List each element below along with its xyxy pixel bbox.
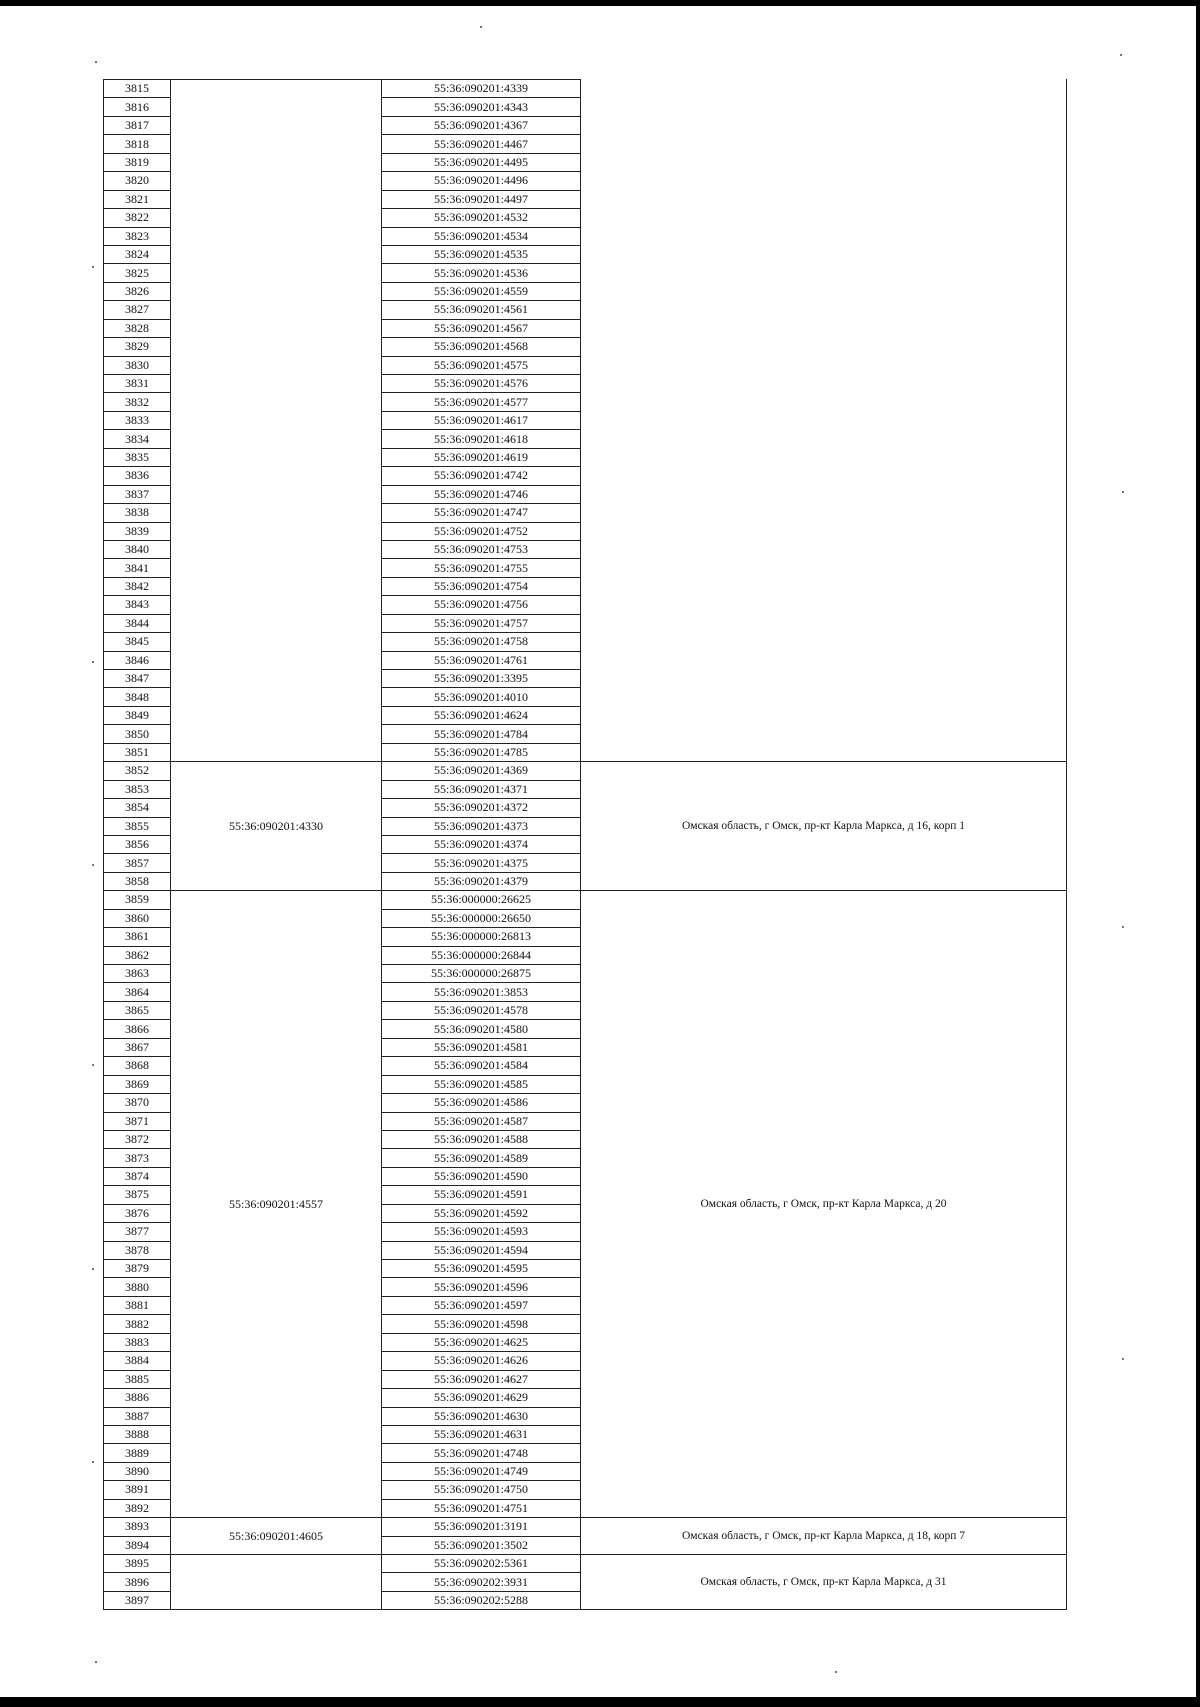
- cadastral-number-cell: 55:36:090201:4750: [382, 1481, 581, 1499]
- cadastral-number-cell: 55:36:090201:4371: [382, 780, 581, 798]
- address-cell: Омская область, г Омск, пр-кт Карла Маркса, д 16, корп 1: [581, 762, 1067, 891]
- cadastral-number-cell: 55:36:090201:4597: [382, 1296, 581, 1314]
- scan-speck: [1120, 54, 1122, 56]
- row-number-cell: 3853: [104, 780, 171, 798]
- cadastral-number-cell: 55:36:090201:4746: [382, 485, 581, 503]
- cadastral-number-cell: 55:36:090201:4375: [382, 854, 581, 872]
- row-number-cell: 3895: [104, 1555, 171, 1573]
- row-number-cell: 3893: [104, 1518, 171, 1536]
- scan-speck: [92, 864, 94, 866]
- address-cell: Омская область, г Омск, пр-кт Карла Маркса, д 20: [581, 891, 1067, 1518]
- cadastral-number-cell: 55:36:090201:4367: [382, 116, 581, 134]
- row-number-cell: 3827: [104, 301, 171, 319]
- row-number-cell: 3882: [104, 1315, 171, 1333]
- row-number-cell: 3818: [104, 135, 171, 153]
- row-number-cell: 3867: [104, 1038, 171, 1056]
- cadastral-number-cell: 55:36:000000:26650: [382, 909, 581, 927]
- row-number-cell: 3873: [104, 1149, 171, 1167]
- row-number-cell: 3819: [104, 153, 171, 171]
- cadastral-number-cell: 55:36:090201:4629: [382, 1389, 581, 1407]
- cadastral-number-cell: 55:36:090201:4630: [382, 1407, 581, 1425]
- row-number-cell: 3840: [104, 540, 171, 558]
- cadastral-number-cell: 55:36:000000:26813: [382, 928, 581, 946]
- scan-speck: [92, 1064, 94, 1066]
- row-number-cell: 3830: [104, 356, 171, 374]
- row-number-cell: 3836: [104, 467, 171, 485]
- cadastral-number-cell: 55:36:090201:4785: [382, 743, 581, 761]
- cadastral-number-cell: 55:36:090201:4496: [382, 172, 581, 190]
- table-row: [104, 762, 1067, 780]
- row-number-cell: 3896: [104, 1573, 171, 1591]
- cadastral-number-cell: 55:36:000000:26875: [382, 965, 581, 983]
- row-number-cell: 3866: [104, 1020, 171, 1038]
- cadastral-number-cell: 55:36:090201:4581: [382, 1038, 581, 1056]
- cadastral-number-cell: 55:36:090201:4586: [382, 1094, 581, 1112]
- cadastral-number-cell: 55:36:090201:4589: [382, 1149, 581, 1167]
- cadastral-number-cell: 55:36:090201:4761: [382, 651, 581, 669]
- row-number-cell: 3876: [104, 1204, 171, 1222]
- table-row: [104, 891, 1067, 909]
- cadastral-number-cell: 55:36:090201:4592: [382, 1204, 581, 1222]
- row-number-cell: 3883: [104, 1333, 171, 1351]
- row-number-cell: 3869: [104, 1075, 171, 1093]
- cadastral-number-cell: 55:36:090201:4749: [382, 1462, 581, 1480]
- cadastral-number-cell: 55:36:090201:4577: [382, 393, 581, 411]
- cadastral-number-cell: 55:36:090201:4567: [382, 319, 581, 337]
- cadastral-number-cell: 55:36:090201:4497: [382, 190, 581, 208]
- cadastral-number-cell: 55:36:090201:4372: [382, 799, 581, 817]
- row-number-cell: 3832: [104, 393, 171, 411]
- row-number-cell: 3894: [104, 1536, 171, 1554]
- cadastral-number-cell: 55:36:090201:4534: [382, 227, 581, 245]
- parent-cadastral-cell: 55:36:090201:4330: [171, 762, 382, 891]
- row-number-cell: 3859: [104, 891, 171, 909]
- cadastral-number-cell: 55:36:090201:4576: [382, 375, 581, 393]
- scan-speck: [92, 661, 94, 663]
- cadastral-number-cell: 55:36:090201:4559: [382, 282, 581, 300]
- cadastral-number-cell: 55:36:090201:4532: [382, 209, 581, 227]
- row-number-cell: 3884: [104, 1352, 171, 1370]
- cadastral-number-cell: 55:36:090201:4343: [382, 98, 581, 116]
- parent-cadastral-cell: 55:36:090201:4605: [171, 1518, 382, 1555]
- row-number-cell: 3826: [104, 282, 171, 300]
- scan-speck: [1122, 926, 1124, 928]
- scan-speck: [835, 1671, 837, 1673]
- row-number-cell: 3824: [104, 245, 171, 263]
- row-number-cell: 3890: [104, 1462, 171, 1480]
- cadastral-number-cell: 55:36:090201:3502: [382, 1536, 581, 1554]
- cadastral-number-cell: 55:36:090201:4561: [382, 301, 581, 319]
- cadastral-number-cell: 55:36:090201:4753: [382, 540, 581, 558]
- row-number-cell: 3885: [104, 1370, 171, 1388]
- cadastral-number-cell: 55:36:090201:4758: [382, 633, 581, 651]
- row-number-cell: 3864: [104, 983, 171, 1001]
- cadastral-number-cell: 55:36:090201:4536: [382, 264, 581, 282]
- row-number-cell: 3852: [104, 762, 171, 780]
- row-number-cell: 3835: [104, 448, 171, 466]
- cadastral-number-cell: 55:36:090201:3853: [382, 983, 581, 1001]
- row-number-cell: 3865: [104, 1001, 171, 1019]
- cadastral-number-cell: 55:36:090201:3395: [382, 670, 581, 688]
- cadastral-number-cell: 55:36:090201:4568: [382, 338, 581, 356]
- row-number-cell: 3844: [104, 614, 171, 632]
- table-row: [104, 80, 1067, 98]
- row-number-cell: 3850: [104, 725, 171, 743]
- row-number-cell: 3856: [104, 835, 171, 853]
- cadastral-number-cell: 55:36:090201:4593: [382, 1223, 581, 1241]
- cadastral-number-cell: 55:36:090201:4625: [382, 1333, 581, 1351]
- cadastral-register-table: [103, 79, 1067, 1610]
- row-number-cell: 3892: [104, 1499, 171, 1517]
- cadastral-number-cell: 55:36:090201:4752: [382, 522, 581, 540]
- scan-speck: [95, 61, 97, 63]
- cadastral-number-cell: 55:36:090201:4010: [382, 688, 581, 706]
- cadastral-number-cell: 55:36:090202:5288: [382, 1591, 581, 1609]
- cadastral-number-cell: 55:36:090201:4755: [382, 559, 581, 577]
- row-number-cell: 3871: [104, 1112, 171, 1130]
- row-number-cell: 3854: [104, 799, 171, 817]
- address-cell: [581, 80, 1067, 762]
- row-number-cell: 3868: [104, 1057, 171, 1075]
- row-number-cell: 3833: [104, 411, 171, 429]
- scan-speck: [480, 26, 482, 28]
- cadastral-number-cell: 55:36:090201:4756: [382, 596, 581, 614]
- row-number-cell: 3815: [104, 80, 171, 98]
- row-number-cell: 3863: [104, 965, 171, 983]
- row-number-cell: 3825: [104, 264, 171, 282]
- row-number-cell: 3849: [104, 706, 171, 724]
- row-number-cell: 3822: [104, 209, 171, 227]
- row-number-cell: 3874: [104, 1167, 171, 1185]
- cadastral-number-cell: 55:36:090201:4784: [382, 725, 581, 743]
- cadastral-number-cell: 55:36:090201:4748: [382, 1444, 581, 1462]
- row-number-cell: 3829: [104, 338, 171, 356]
- row-number-cell: 3877: [104, 1223, 171, 1241]
- cadastral-number-cell: 55:36:090201:4591: [382, 1186, 581, 1204]
- register-table-body: [104, 80, 1067, 1610]
- row-number-cell: 3897: [104, 1591, 171, 1609]
- scan-speck: [92, 266, 94, 268]
- cadastral-number-cell: 55:36:090201:4754: [382, 577, 581, 595]
- row-number-cell: 3858: [104, 872, 171, 890]
- parent-cadastral-cell: 55:36:090201:4557: [171, 891, 382, 1518]
- cadastral-number-cell: 55:36:090201:4596: [382, 1278, 581, 1296]
- cadastral-number-cell: 55:36:090202:3931: [382, 1573, 581, 1591]
- cadastral-number-cell: 55:36:090201:4626: [382, 1352, 581, 1370]
- row-number-cell: 3872: [104, 1130, 171, 1148]
- row-number-cell: 3821: [104, 190, 171, 208]
- row-number-cell: 3816: [104, 98, 171, 116]
- row-number-cell: 3860: [104, 909, 171, 927]
- scan-speck: [1122, 491, 1124, 493]
- cadastral-number-cell: 55:36:090201:4595: [382, 1260, 581, 1278]
- cadastral-number-cell: 55:36:090201:4594: [382, 1241, 581, 1259]
- scan-speck: [92, 1461, 94, 1463]
- cadastral-number-cell: 55:36:090201:4618: [382, 430, 581, 448]
- row-number-cell: 3842: [104, 577, 171, 595]
- cadastral-number-cell: 55:36:090201:4373: [382, 817, 581, 835]
- cadastral-number-cell: 55:36:090201:4369: [382, 762, 581, 780]
- cadastral-number-cell: 55:36:090202:5361: [382, 1555, 581, 1573]
- row-number-cell: 3889: [104, 1444, 171, 1462]
- cadastral-number-cell: 55:36:090201:4578: [382, 1001, 581, 1019]
- cadastral-number-cell: 55:36:090201:4624: [382, 706, 581, 724]
- cadastral-number-cell: 55:36:090201:4584: [382, 1057, 581, 1075]
- cadastral-number-cell: 55:36:090201:4535: [382, 245, 581, 263]
- row-number-cell: 3851: [104, 743, 171, 761]
- cadastral-number-cell: 55:36:090201:4379: [382, 872, 581, 890]
- row-number-cell: 3841: [104, 559, 171, 577]
- cadastral-number-cell: 55:36:000000:26625: [382, 891, 581, 909]
- row-number-cell: 3880: [104, 1278, 171, 1296]
- row-number-cell: 3881: [104, 1296, 171, 1314]
- row-number-cell: 3888: [104, 1425, 171, 1443]
- row-number-cell: 3828: [104, 319, 171, 337]
- cadastral-number-cell: 55:36:090201:4631: [382, 1425, 581, 1443]
- cadastral-number-cell: 55:36:090201:4374: [382, 835, 581, 853]
- row-number-cell: 3861: [104, 928, 171, 946]
- row-number-cell: 3838: [104, 504, 171, 522]
- cadastral-number-cell: 55:36:090201:4590: [382, 1167, 581, 1185]
- cadastral-number-cell: 55:36:090201:4585: [382, 1075, 581, 1093]
- row-number-cell: 3817: [104, 116, 171, 134]
- cadastral-number-cell: 55:36:090201:4627: [382, 1370, 581, 1388]
- cadastral-number-cell: 55:36:090201:4617: [382, 411, 581, 429]
- cadastral-number-cell: 55:36:090201:4495: [382, 153, 581, 171]
- cadastral-number-cell: 55:36:090201:4575: [382, 356, 581, 374]
- document-page: [0, 6, 1196, 1697]
- cadastral-number-cell: 55:36:090201:4587: [382, 1112, 581, 1130]
- row-number-cell: 3878: [104, 1241, 171, 1259]
- cadastral-number-cell: 55:36:090201:4467: [382, 135, 581, 153]
- cadastral-number-cell: 55:36:090201:4742: [382, 467, 581, 485]
- address-cell: Омская область, г Омск, пр-кт Карла Маркса, д 31: [581, 1555, 1067, 1610]
- row-number-cell: 3820: [104, 172, 171, 190]
- row-number-cell: 3887: [104, 1407, 171, 1425]
- cadastral-number-cell: 55:36:090201:4747: [382, 504, 581, 522]
- cadastral-number-cell: 55:36:090201:4580: [382, 1020, 581, 1038]
- cadastral-number-cell: 55:36:090201:4751: [382, 1499, 581, 1517]
- table-row: [104, 1518, 1067, 1536]
- cadastral-number-cell: 55:36:090201:4588: [382, 1130, 581, 1148]
- cadastral-number-cell: 55:36:090201:4598: [382, 1315, 581, 1333]
- scan-speck: [95, 1661, 97, 1663]
- scan-speck: [1122, 1358, 1124, 1360]
- row-number-cell: 3848: [104, 688, 171, 706]
- cadastral-number-cell: 55:36:090201:4619: [382, 448, 581, 466]
- row-number-cell: 3855: [104, 817, 171, 835]
- row-number-cell: 3886: [104, 1389, 171, 1407]
- cadastral-number-cell: 55:36:090201:3191: [382, 1518, 581, 1536]
- row-number-cell: 3831: [104, 375, 171, 393]
- row-number-cell: 3843: [104, 596, 171, 614]
- table-row: [104, 1555, 1067, 1573]
- row-number-cell: 3857: [104, 854, 171, 872]
- row-number-cell: 3823: [104, 227, 171, 245]
- row-number-cell: 3839: [104, 522, 171, 540]
- row-number-cell: 3879: [104, 1260, 171, 1278]
- row-number-cell: 3847: [104, 670, 171, 688]
- address-cell: Омская область, г Омск, пр-кт Карла Маркса, д 18, корп 7: [581, 1518, 1067, 1555]
- parent-cadastral-cell: [171, 80, 382, 762]
- row-number-cell: 3846: [104, 651, 171, 669]
- row-number-cell: 3837: [104, 485, 171, 503]
- row-number-cell: 3870: [104, 1094, 171, 1112]
- row-number-cell: 3862: [104, 946, 171, 964]
- row-number-cell: 3834: [104, 430, 171, 448]
- row-number-cell: 3891: [104, 1481, 171, 1499]
- scan-speck: [92, 1268, 94, 1270]
- cadastral-number-cell: 55:36:090201:4339: [382, 80, 581, 98]
- row-number-cell: 3845: [104, 633, 171, 651]
- cadastral-number-cell: 55:36:000000:26844: [382, 946, 581, 964]
- row-number-cell: 3875: [104, 1186, 171, 1204]
- cadastral-number-cell: 55:36:090201:4757: [382, 614, 581, 632]
- parent-cadastral-cell: [171, 1555, 382, 1610]
